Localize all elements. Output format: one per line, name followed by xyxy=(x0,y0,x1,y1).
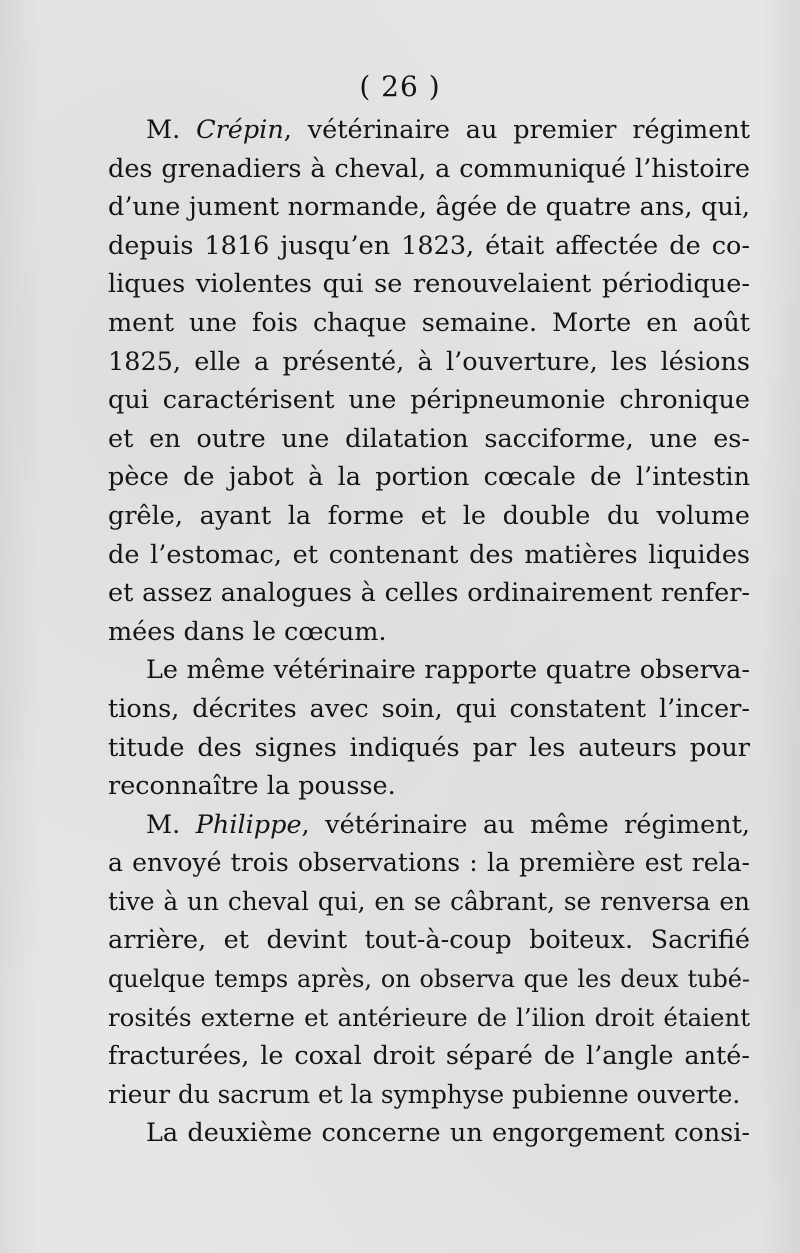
text-line: et en outre une dilatation sacciforme, une es- xyxy=(108,423,750,454)
text-line: rieur du sacrum et la symphyse pubienne ouverte. xyxy=(108,1079,741,1109)
body-text xyxy=(108,111,750,1153)
text-line xyxy=(108,806,750,845)
text-line: d’une jument normande, âgée de quatre ans, qui, xyxy=(108,192,750,223)
text-line: reconnaître la pousse. xyxy=(108,771,396,802)
text-line: mées dans le cœcum. xyxy=(108,616,387,647)
text-line: La deuxième concerne un engorgement consi- xyxy=(146,1118,750,1149)
text-line: des grenadiers à cheval, a communiqué l’histoire xyxy=(108,153,750,184)
text-line: ment une fois chaque semaine. Morte en août xyxy=(108,307,750,338)
text-line: tive à un cheval qui, en se câbrant, se renversa en xyxy=(108,886,750,916)
text-line: rosités externe et antérieure de l’ilion droit étaient xyxy=(108,1002,750,1032)
text-line: pèce de jabot à la portion cœcale de l’intestin xyxy=(108,462,750,493)
person-name: Crépin xyxy=(196,115,284,145)
text-segment: M. xyxy=(146,115,197,145)
text-line: depuis 1816 jusqu’en 1823, était affectée de co- xyxy=(108,230,750,261)
text-segment: , vétérinaire au premier régiment xyxy=(283,115,750,145)
text-line: 1825, elle a présenté, à l’ouverture, les lésions xyxy=(108,346,750,377)
text-line: titude des signes indiqués par les auteurs pour xyxy=(108,732,750,763)
text-line: tions, décrites avec soin, qui constatent l’incer- xyxy=(108,693,750,724)
text-line: de l’estomac, et contenant des matières liquides xyxy=(108,539,750,570)
text-line: a envoyé trois observations : la première est rela- xyxy=(108,848,750,878)
text-line: quelque temps après, on observa que les deux tubé- xyxy=(108,965,750,994)
text-segment: M. xyxy=(146,809,196,840)
text-line xyxy=(108,111,750,150)
text-line: grêle, ayant la forme et le double du volume xyxy=(108,500,750,531)
text-line: fracturées, le coxal droit séparé de l’angle anté- xyxy=(108,1041,750,1072)
text-line: liques violentes qui se renouvelaient périodique- xyxy=(108,269,750,300)
page-number: ( 26 ) xyxy=(359,70,441,103)
text-line: et assez analogues à celles ordinairement renfer- xyxy=(108,578,750,609)
text-line: Le même vétérinaire rapporte quatre observa- xyxy=(146,655,750,686)
text-line: qui caractérisent une péripneumonie chronique xyxy=(108,385,750,416)
text-segment: , vétérinaire au même régiment, xyxy=(301,809,750,840)
text-line: arrière, et devint tout-à-coup boiteux. Sacrifié xyxy=(108,925,750,956)
person-name: Philippe xyxy=(195,809,302,840)
